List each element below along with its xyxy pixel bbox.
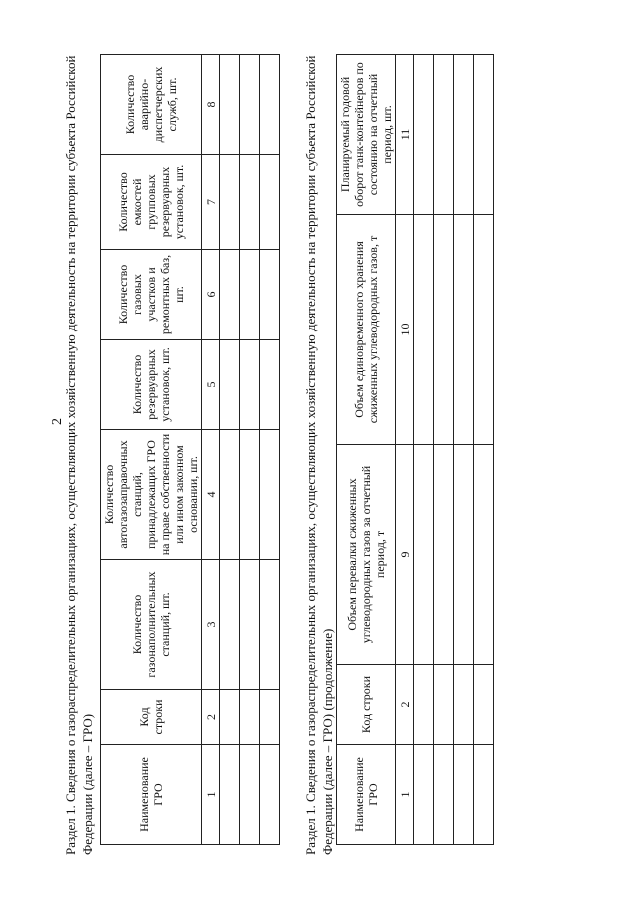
s1-num: 1 [202,745,220,845]
s1-header-code: Код строки [101,690,202,745]
s1-num: 6 [202,250,220,340]
table-row [434,55,454,845]
s2-num: 1 [396,745,414,845]
s1-num: 4 [202,430,220,560]
s2-number-row [396,55,414,845]
s1-header-tanks: Количество емкостей групповых резервуарных установок, шт. [101,155,202,250]
table-row [454,55,474,845]
s2-header-turnover: Планируемый годовой оборот танк-контейнеров по состоянию на отчетный период, шт. [337,55,396,215]
s2-header-name: Наименование ГРО [337,745,396,845]
s1-num: 5 [202,340,220,430]
s1-num: 8 [202,55,220,155]
s2-num: 11 [396,55,414,215]
section1-caption: Раздел 1. Сведения о газораспределительных организациях, осуществляющих хозяйственную деятельность на территории субъекта Российской Федерации (далее – ГРО) [63,55,95,855]
s1-header-agzs: Количество автогазозаправочных станций, принадлежащих ГРО на праве собственности или ином законном основании, шт. [101,430,202,560]
section2-table [336,54,494,845]
s1-header-name: Наименование ГРО [101,745,202,845]
s1-num: 7 [202,155,220,250]
section2-caption: Раздел 1. Сведения о газораспределительных организациях, осуществляющих хозяйственную деятельность на территории субъекта Российской Федерации (далее – ГРО) (продолжение) [303,55,335,855]
s1-header-gas-sites: Количество газовых участков и ремонтных баз, шт. [101,250,202,340]
s2-header-code: Код строки [337,665,396,745]
s1-num: 3 [202,560,220,690]
table-row [240,55,260,845]
s2-header-transfer: Объем перевалки сжиженных углеводородных газов за отчетный период, т [337,445,396,665]
s1-header-emergency: Количество аварийно-диспетчерских служб, шт. [101,55,202,155]
s1-header-gns: Количество газонаполнительных станций, шт. [101,560,202,690]
s2-header-storage: Объем единовременного хранения сжиженных углеводородных газов, т [337,215,396,445]
table-row [220,55,240,845]
s2-num: 9 [396,445,414,665]
s1-number-row [202,55,220,845]
page-number: 2 [50,418,65,425]
table-row [414,55,434,845]
table-row [260,55,280,845]
section1-table [100,54,280,845]
table-row [474,55,494,845]
s1-header-reservoir: Количество резервуарных установок, шт. [101,340,202,430]
s2-num: 10 [396,215,414,445]
s2-num: 2 [396,665,414,745]
s1-num: 2 [202,690,220,745]
